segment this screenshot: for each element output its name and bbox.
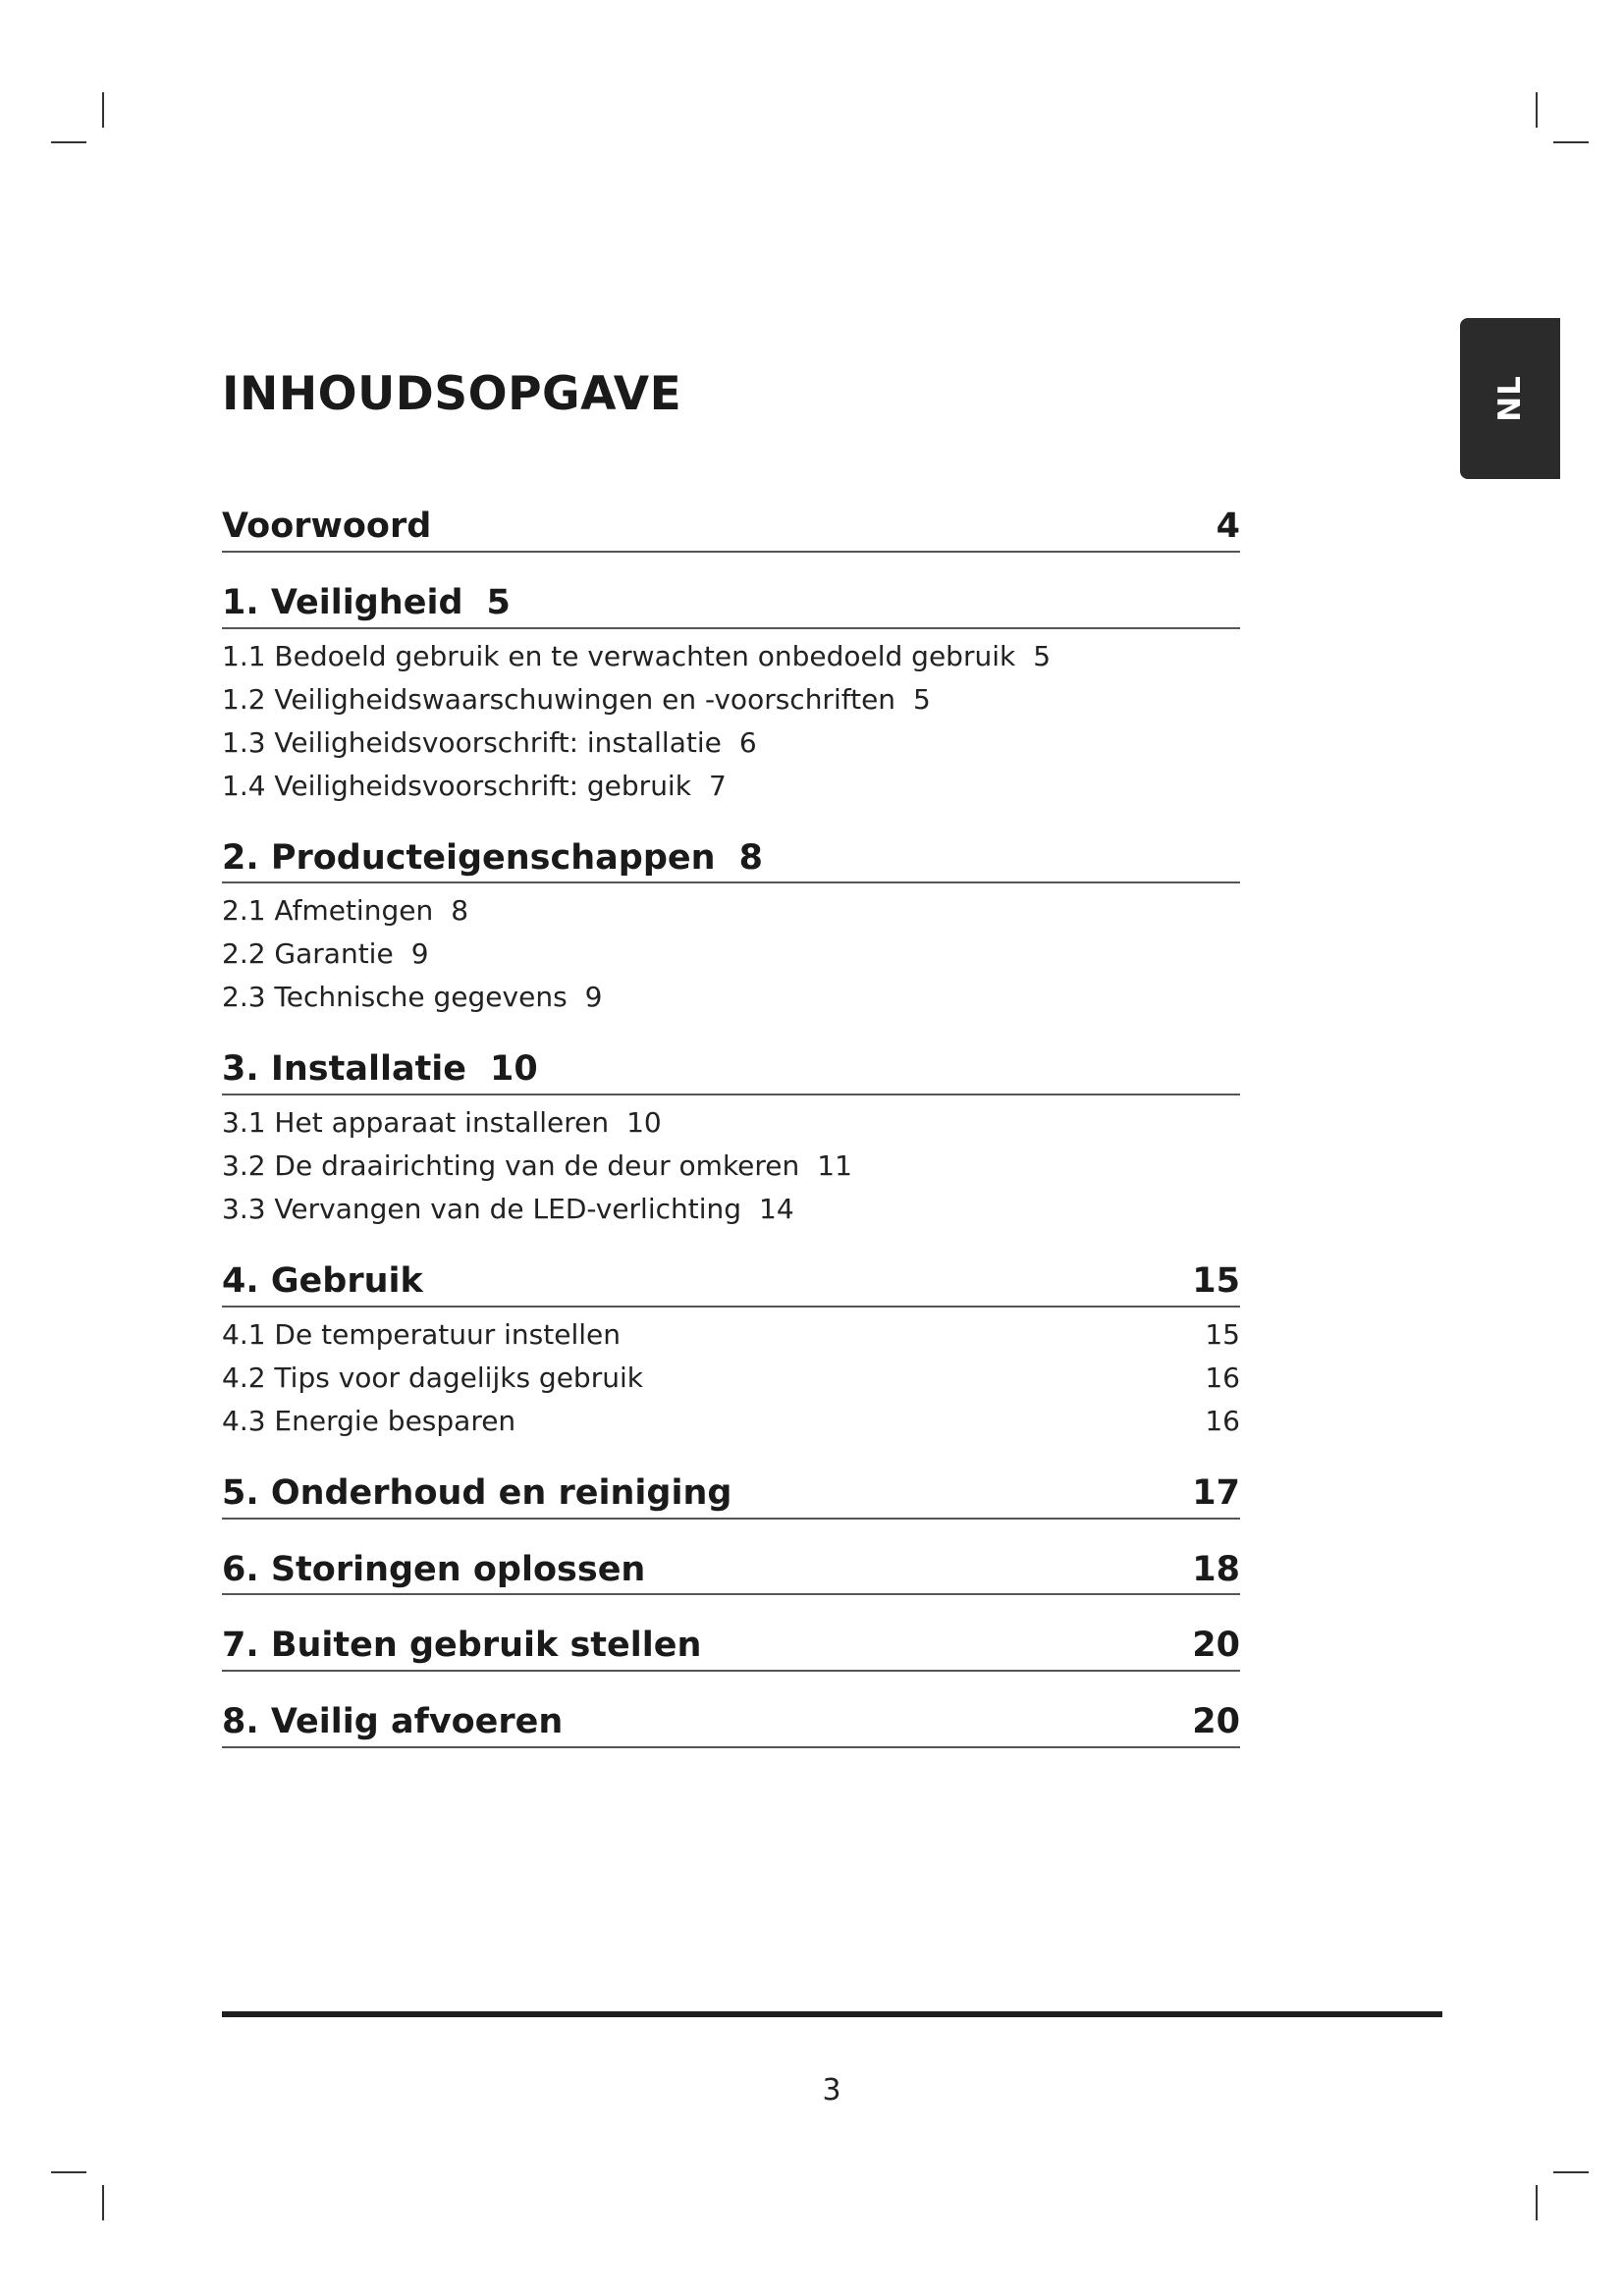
toc-subitems: [222, 1101, 1240, 1231]
footer-rule: [222, 2011, 1442, 2017]
toc-heading-page: 17: [1192, 1472, 1240, 1513]
toc-item-label: 1.2 Veiligheidswaarschuwingen en -voorschriften: [222, 682, 896, 716]
toc-section-voorwoord: [222, 506, 1240, 553]
toc-item-label: 4.1 De temperatuur instellen: [222, 1317, 621, 1351]
toc-heading-label: Voorwoord: [222, 507, 432, 546]
toc-subitems: [222, 635, 1240, 808]
toc-heading-label: 8. Veilig afvoeren: [222, 1702, 564, 1741]
toc-section-producteigenschappen: [222, 837, 1240, 1020]
toc-heading-text: [222, 582, 511, 625]
toc-item-label: 3.1 Het apparaat installeren: [222, 1106, 610, 1139]
toc-item[interactable]: [222, 1400, 1240, 1443]
toc-item-page: 9: [584, 981, 603, 1014]
toc-item-page: 9: [410, 937, 429, 971]
toc-item[interactable]: [222, 1188, 1240, 1231]
toc-heading[interactable]: [222, 1701, 1240, 1748]
toc-section-afvoeren: [222, 1701, 1240, 1748]
toc-heading-page: 5: [486, 582, 511, 622]
toc-heading[interactable]: [222, 1549, 1240, 1596]
toc-item-label: 4.3 Energie besparen: [222, 1404, 516, 1437]
toc-heading-label: 7. Buiten gebruik stellen: [222, 1626, 702, 1666]
toc-item-page: 10: [626, 1106, 662, 1139]
toc-heading[interactable]: [222, 1048, 1240, 1095]
toc-item-page: 16: [1205, 1404, 1240, 1437]
toc-heading-text: [222, 1048, 538, 1092]
toc-item-text: [222, 1145, 852, 1188]
toc-heading[interactable]: [222, 1260, 1240, 1308]
toc-item-text: [222, 721, 757, 765]
crop-mark: [102, 2185, 104, 2220]
toc-item-text: [222, 889, 468, 933]
toc-heading[interactable]: [222, 1472, 1240, 1520]
toc-item[interactable]: [222, 1101, 1240, 1145]
toc-heading-page: 8: [738, 837, 763, 878]
toc-heading-page: 4: [1216, 507, 1240, 546]
toc-item-text: [222, 933, 429, 976]
toc-heading-label: 2. Producteigenschappen: [222, 837, 716, 878]
toc-item-page: 7: [708, 769, 727, 802]
toc-heading[interactable]: [222, 837, 1240, 884]
toc-heading[interactable]: [222, 1625, 1240, 1672]
toc-heading-text: [222, 837, 763, 881]
toc-item-text: [222, 678, 931, 721]
toc-heading-page: 20: [1192, 1626, 1240, 1666]
toc-heading[interactable]: [222, 506, 1240, 553]
toc-heading-label: 6. Storingen oplossen: [222, 1549, 646, 1589]
toc-item[interactable]: [222, 678, 1240, 721]
toc-item-page: 14: [759, 1193, 794, 1225]
toc-item[interactable]: [222, 933, 1240, 976]
toc-section-buiten-gebruik: [222, 1625, 1240, 1672]
toc-item-page: 16: [1205, 1361, 1240, 1394]
toc-item-text: [222, 635, 1051, 678]
toc-item-label: 2.2 Garantie: [222, 937, 394, 971]
toc-heading-page: 15: [1192, 1261, 1240, 1301]
crop-mark: [1536, 2185, 1538, 2220]
page-number: 3: [822, 2073, 841, 2108]
toc-section-storingen: [222, 1549, 1240, 1596]
toc-heading-label: 1. Veiligheid: [222, 582, 463, 622]
toc-item-label: 3.3 Vervangen van de LED-verlichting: [222, 1193, 742, 1225]
toc-item-text: [222, 1101, 662, 1145]
toc-item[interactable]: [222, 889, 1240, 933]
toc-item-label: 2.3 Technische gegevens: [222, 981, 568, 1014]
toc-item[interactable]: [222, 1313, 1240, 1357]
toc-item-page: 5: [1033, 639, 1052, 672]
toc-heading-page: 18: [1192, 1549, 1240, 1589]
toc-item-text: [222, 976, 602, 1019]
toc-heading-page: 20: [1192, 1702, 1240, 1741]
toc-item-label: 3.2 De draairichting van de deur omkeren: [222, 1149, 800, 1182]
toc-item[interactable]: [222, 765, 1240, 808]
toc-item-page: 8: [451, 894, 469, 928]
crop-mark: [1553, 2171, 1589, 2173]
toc-section-onderhoud: [222, 1472, 1240, 1520]
toc-item[interactable]: [222, 721, 1240, 765]
crop-mark: [1536, 92, 1538, 128]
toc-heading-label: 5. Onderhoud en reiniging: [222, 1472, 732, 1513]
toc-heading-label: 3. Installatie: [222, 1049, 467, 1090]
toc-item[interactable]: [222, 1357, 1240, 1400]
toc-item-label: 2.1 Afmetingen: [222, 894, 434, 928]
toc-item-text: [222, 1188, 794, 1231]
page-title: INHOUDSOPGAVE: [222, 367, 682, 421]
crop-mark: [51, 141, 86, 143]
toc-item[interactable]: [222, 1145, 1240, 1188]
toc-item[interactable]: [222, 635, 1240, 678]
toc-item-label: 1.3 Veiligheidsvoorschrift: installatie: [222, 725, 722, 759]
toc-item-page: 15: [1205, 1317, 1240, 1351]
crop-mark: [51, 2171, 86, 2173]
toc-item-label: 1.1 Bedoeld gebruik en te verwachten onbedoeld gebruik: [222, 639, 1016, 672]
crop-mark: [102, 92, 104, 128]
toc-item-page: 5: [913, 682, 931, 716]
toc-heading-label: 4. Gebruik: [222, 1261, 423, 1301]
toc-item[interactable]: [222, 976, 1240, 1019]
toc-subitems: [222, 889, 1240, 1019]
toc-item-page: 6: [738, 725, 757, 759]
toc-section-installatie: [222, 1048, 1240, 1231]
toc-subitems: [222, 1313, 1240, 1443]
language-tab-label: NL: [1491, 375, 1528, 422]
toc-item-label: 4.2 Tips voor dagelijks gebruik: [222, 1361, 643, 1394]
language-tab: [1460, 318, 1560, 479]
crop-mark: [1553, 141, 1589, 143]
toc-heading-page: 10: [490, 1049, 538, 1090]
toc-item-page: 11: [817, 1149, 852, 1182]
table-of-contents: [222, 506, 1240, 1778]
toc-heading[interactable]: [222, 582, 1240, 629]
toc-item-label: 1.4 Veiligheidsvoorschrift: gebruik: [222, 769, 691, 802]
toc-section-gebruik: [222, 1260, 1240, 1443]
toc-item-text: [222, 765, 727, 808]
toc-section-veiligheid: [222, 582, 1240, 808]
